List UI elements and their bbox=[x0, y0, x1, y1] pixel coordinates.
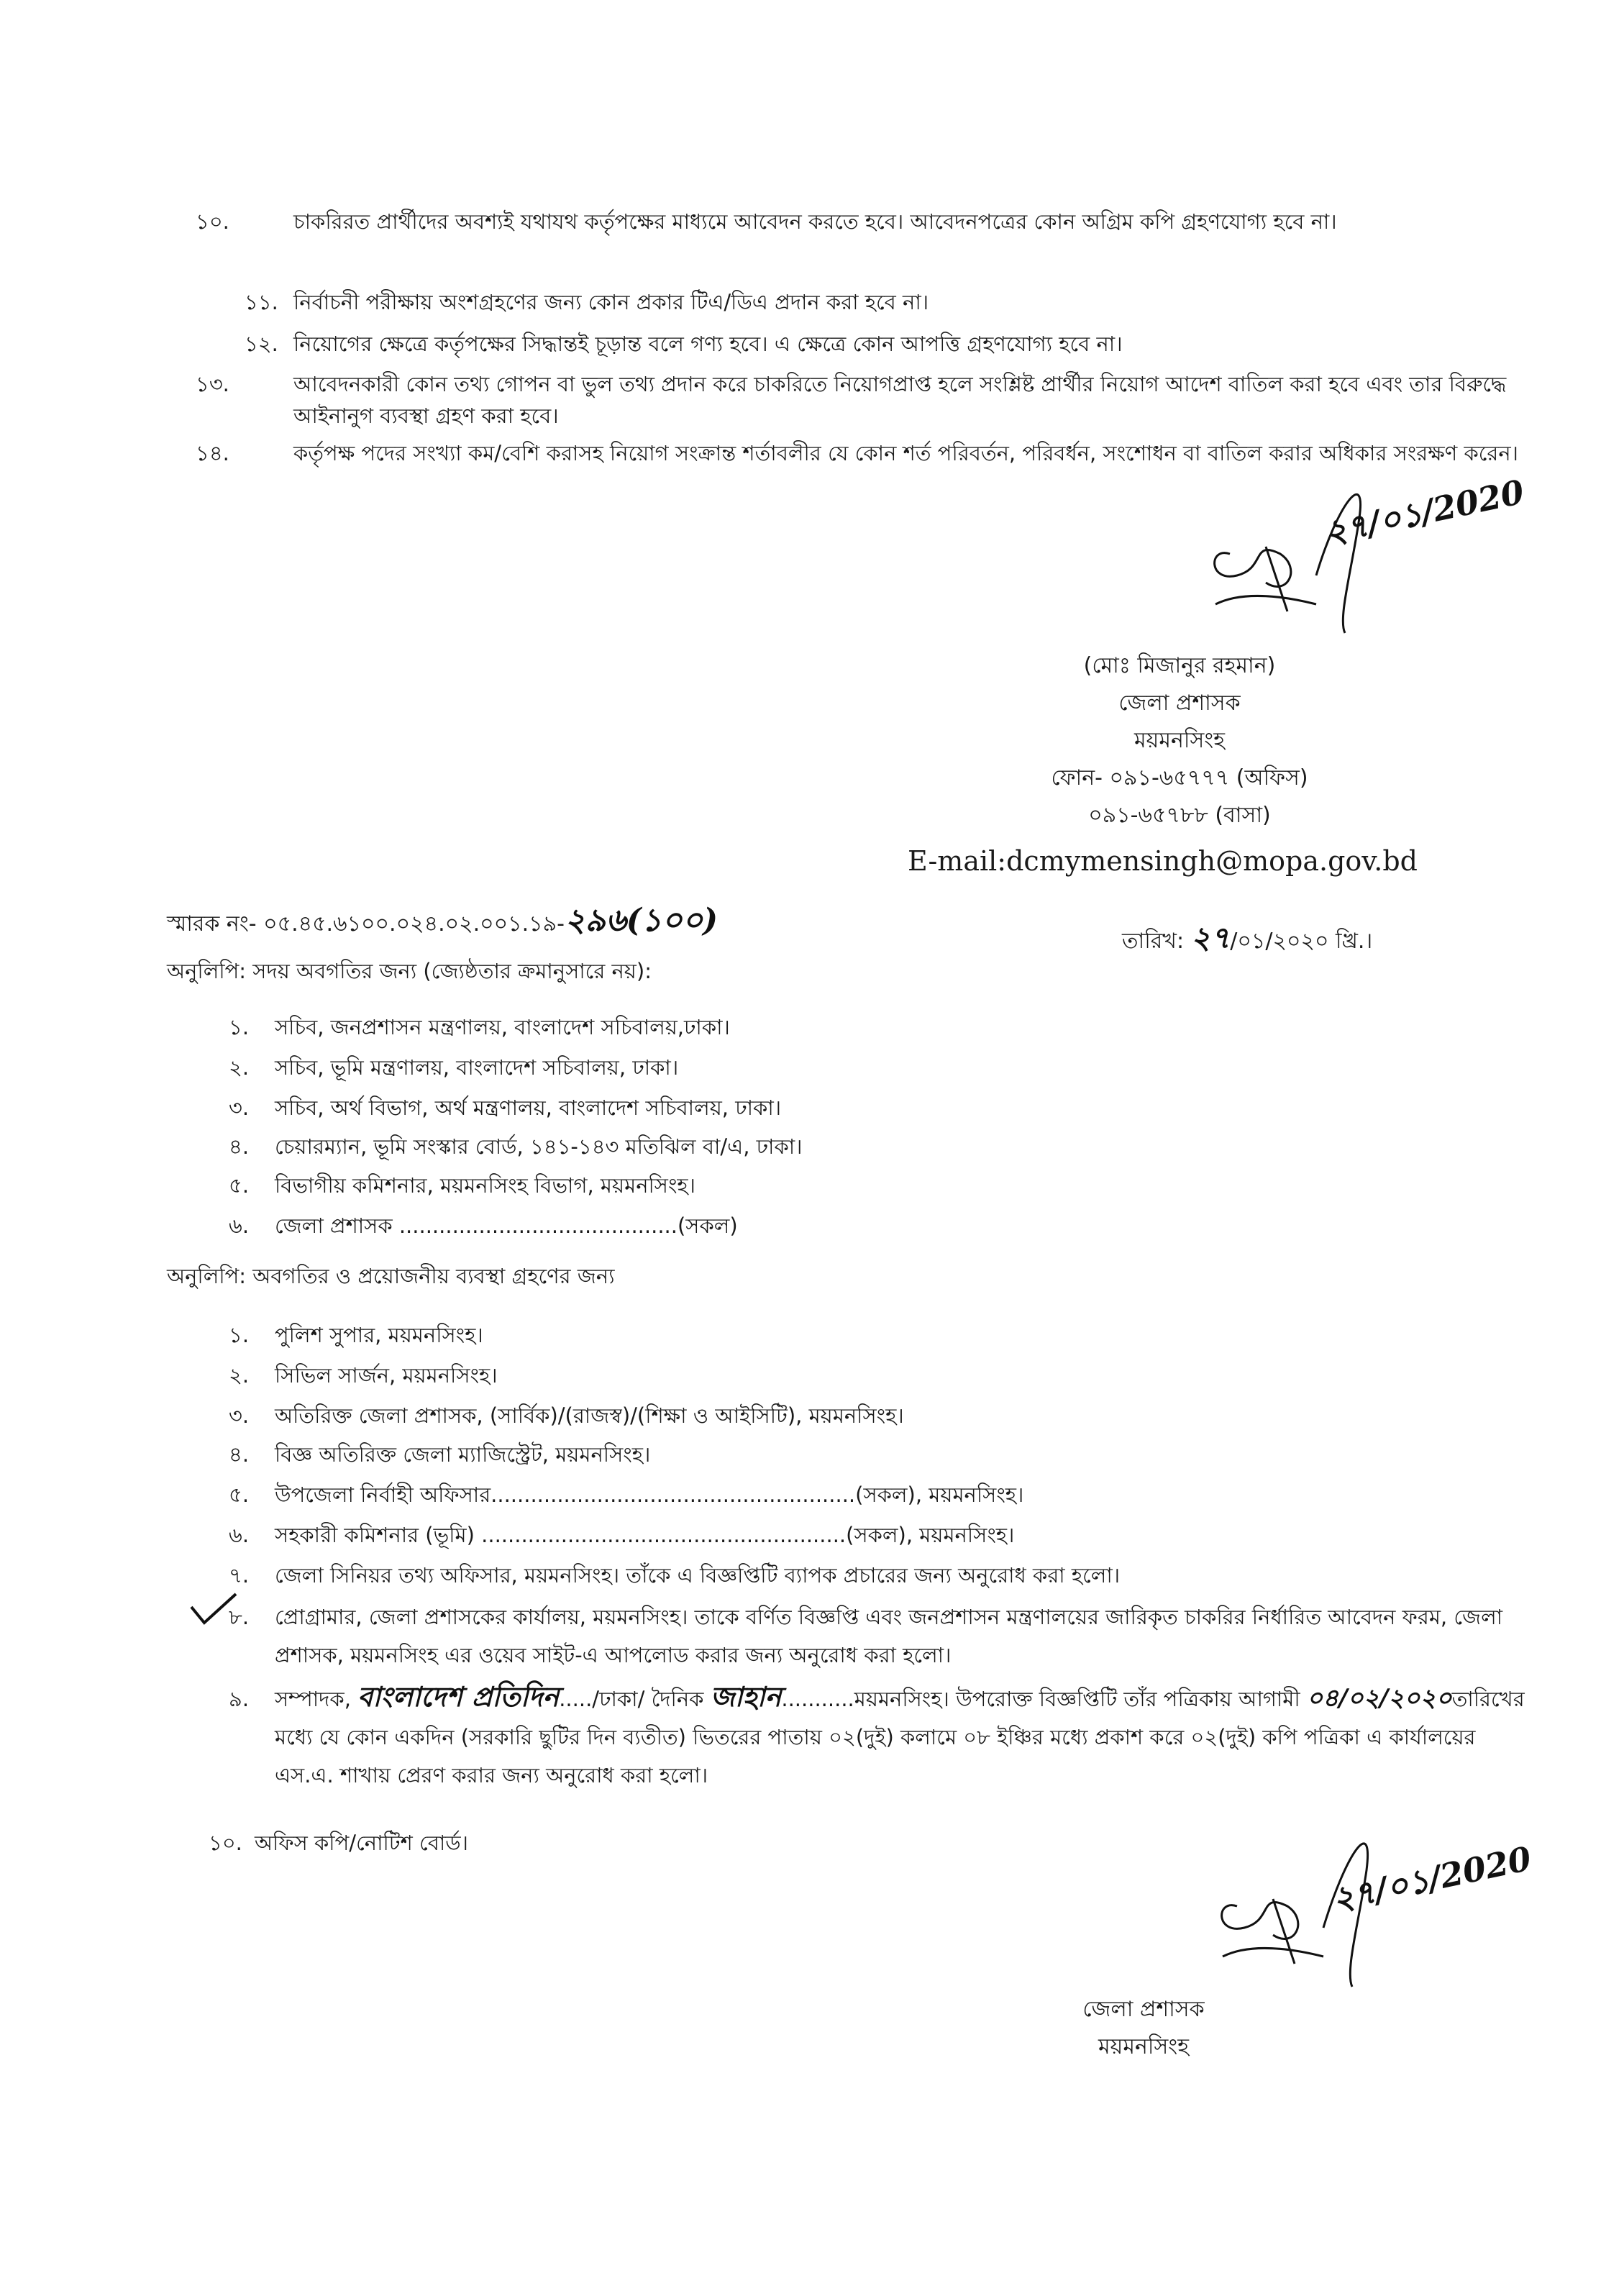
list-item: ১. পুলিশ সুপার, ময়মনসিংহ। bbox=[229, 1323, 483, 1347]
list-item: ২. সচিব, ভূমি মন্ত্রণালয়, বাংলাদেশ সচিবালয়, ঢাকা। bbox=[229, 1055, 679, 1080]
signatory-designation: জেলা প্রশাসক bbox=[1082, 1997, 1205, 2022]
copy-1-heading: অনুলিপি: সদয় অবগতির জন্য (জ্যেষ্ঠতার ক্রমানুসারে নয়): bbox=[167, 959, 652, 983]
list-item: ৯. সম্পাদক, বাংলাদেশ প্রতিদিন...../ঢাকা/ দৈনিক জাহান...........ময়মনসিংহ। উপরোক্ত বিজ্ঞপ্তিটি তাঁর পত্রিকায় আগামী ০৪/০২/২০২০তারিখের মধ্যে যে কোন একদিন (সরকারি ছুটির দিন ব্যতীত) ভিতরের পাতায় ০২(দুই) কলামে ০৮ ইঞ্চির মধ্যে প্রকাশ করে ০২(দুই) কপি পত্রিকা এ কার্যালয়ের এস.এ. শাখায় প্রেরণ করার জন্য অনুরোধ করা হলো। bbox=[229, 1680, 1525, 1787]
list-item: ১. সচিব, জনপ্রশাসন মন্ত্রণালয়, বাংলাদেশ সচিবালয়,ঢাকা। bbox=[229, 1015, 730, 1039]
list-item: ৪. বিজ্ঞ অতিরিক্ত জেলা ম্যাজিস্ট্রেট, ময়মনসিংহ। bbox=[229, 1442, 651, 1467]
condition-item: ১৪. কর্তৃপক্ষ পদের সংখ্যা কম/বেশি করাসহ নিয়োগ সংক্রান্ত শর্তাবলীর যে কোন শর্ত পরিবর্তন, পরিবর্ধন, সংশোধন বা বাতিল করার অধিকার সংরক্ষণ করেন। bbox=[196, 441, 1519, 465]
signatory-district: ময়মনসিংহ bbox=[1134, 728, 1225, 753]
list-item: ৬. জেলা প্রশাসক ..........................................(সকল) bbox=[229, 1213, 738, 1238]
memo-number: স্মারক নং- ০৫.৪৫.৬১০০.০২৪.০২.০০১.১৯-২৯৬(১০০) bbox=[167, 902, 719, 939]
memo-date: তারিখ: ২৭/০১/২০২০ খ্রি.। bbox=[1122, 920, 1373, 955]
list-item: ৩. অতিরিক্ত জেলা প্রশাসক, (সার্বিক)/(রাজস্ব)/(শিক্ষা ও আইসিটি), ময়মনসিংহ। bbox=[229, 1403, 904, 1428]
list-item: ৩. সচিব, অর্থ বিভাগ, অর্থ মন্ত্রণালয়, বাংলাদেশ সচিবালয়, ঢাকা। bbox=[229, 1096, 782, 1120]
condition-item: ১৩. আবেদনকারী কোন তথ্য গোপন বা ভুল তথ্য প্রদান করে চাকরিতে নিয়োগপ্রাপ্ত হলে সংশ্লিষ্ট প্রার্থীর নিয়োগ আদেশ বাতিল করা হবে এবং তার বিরুদ্ধে আইনানুগ ব্যবস্থা গ্রহণ করা হবে। bbox=[196, 372, 1507, 428]
phone-home: ০৯১-৬৫৭৮৮ (বাসা) bbox=[1088, 803, 1271, 828]
list-item: ১০. অফিস কপি/নোটিশ বোর্ড। bbox=[209, 1831, 469, 1855]
condition-item: ১০. চাকরিরত প্রার্থীদের অবশ্যই যথাযথ কর্তৃপক্ষের মাধ্যমে আবেদন করতে হবে। আবেদনপত্রের কোন অগ্রিম কপি গ্রহণযোগ্য হবে না। bbox=[196, 209, 1337, 234]
condition-item: ১২. নিয়োগের ক্ষেত্রে কর্তৃপক্ষের সিদ্ধান্তই চূড়ান্ত বলে গণ্য হবে। এ ক্ষেত্রে কোন আপত্তি গ্রহণযোগ্য হবে না। bbox=[245, 332, 1123, 356]
list-item: ৪. চেয়ারম্যান, ভূমি সংস্কার বোর্ড, ১৪১-১৪৩ মতিঝিল বা/এ, ঢাকা। bbox=[229, 1134, 803, 1159]
list-item: ২. সিভিল সার্জন, ময়মনসিংহ। bbox=[229, 1363, 498, 1388]
list-item: ৫. উপজেলা নির্বাহী অফিসার.......................................................(সকল), ময়মনসিংহ। bbox=[229, 1482, 1024, 1507]
condition-item: ১১. নির্বাচনী পরীক্ষায় অংশগ্রহণের জন্য কোন প্রকার টিএ/ডিএ প্রদান করা হবে না। bbox=[245, 290, 929, 314]
list-item: ৬. সহকারী কমিশনার (ভূমি) .......................................................(সকল), ময়মনসিংহ। bbox=[229, 1523, 1015, 1547]
signature-1-block bbox=[978, 647, 1381, 834]
copy-2-heading: অনুলিপি: অবগতির ও প্রয়োজনীয় ব্যবস্থা গ্রহণের জন্য bbox=[167, 1264, 615, 1288]
signature-1-date: ২৭/০১/2020 bbox=[1321, 472, 1528, 552]
signature-2-block bbox=[1050, 1991, 1237, 2066]
signatory-district: ময়মনসিংহ bbox=[1098, 2034, 1189, 2059]
signatory-designation: জেলা প্রশাসক bbox=[1118, 691, 1241, 716]
list-item: ৮. প্রোগ্রামার, জেলা প্রশাসকের কার্যালয়, ময়মনসিংহ। তাকে বর্ণিত বিজ্ঞপ্তি এবং জনপ্রশাসন মন্ত্রণালয়ের জারিকৃত চাকরির নির্ধারিত আবেদন ফরম, জেলা প্রশাসক, ময়মনসিংহ এর ওয়েব সাইট-এ আপলোড করার জন্য অনুরোধ করা হলো। bbox=[229, 1605, 1503, 1667]
signature-2-date: ২৭/০১/2020 bbox=[1328, 1839, 1535, 1919]
list-item: ৭. জেলা সিনিয়র তথ্য অফিসার, ময়মনসিংহ। তাঁকে এ বিজ্ঞপ্তিটি ব্যাপক প্রচারের জন্য অনুরোধ করা হলো। bbox=[229, 1563, 1121, 1588]
email-address: E-mail:dcmymensingh@mopa.gov.bd bbox=[908, 845, 1418, 877]
list-item: ৫. বিভাগীয় কমিশনার, ময়মনসিংহ বিভাগ, ময়মনসিংহ। bbox=[229, 1173, 696, 1198]
signature-2-scribble bbox=[1100, 1798, 1546, 2000]
signatory-name: (মোঃ মিজানুর রহমান) bbox=[1083, 653, 1276, 678]
phone-office: ফোন- ০৯১-৬৫৭৭৭ (অফিস) bbox=[1051, 765, 1308, 791]
